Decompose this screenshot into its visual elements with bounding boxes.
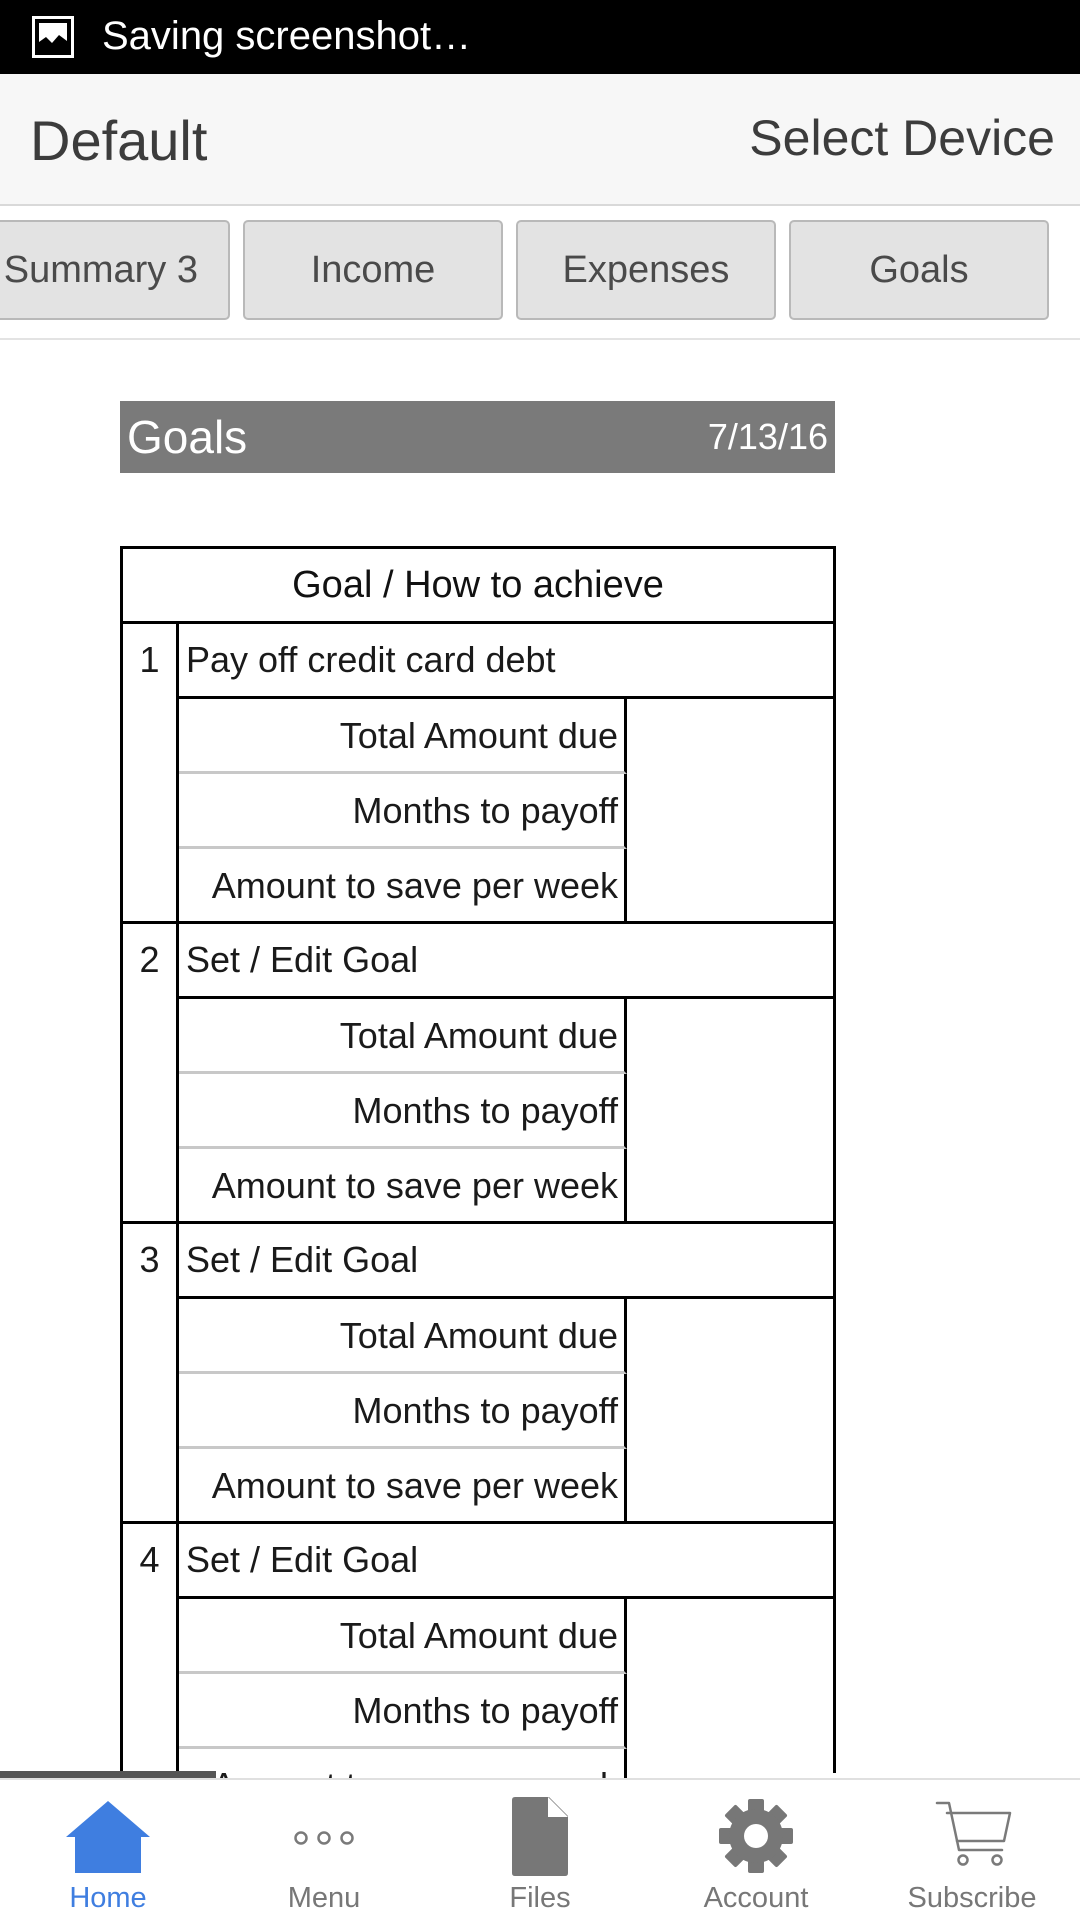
tab-strip[interactable]: [0, 206, 1080, 340]
nav-home[interactable]: [0, 1780, 216, 1920]
nav-files[interactable]: [432, 1780, 648, 1920]
status-text: Saving screenshot…: [102, 14, 472, 58]
total-amount-due-label: Total Amount due: [179, 999, 627, 1074]
amount-to-save-label: Amount to save per week: [179, 1449, 627, 1524]
home-icon: [58, 1790, 158, 1880]
nav-subscribe[interactable]: [864, 1780, 1080, 1920]
goal-name[interactable]: Set / Edit Goal: [179, 1524, 833, 1599]
app-header: [0, 74, 1080, 206]
bottom-nav: [0, 1778, 1080, 1920]
nav-label: Account: [703, 1882, 809, 1914]
goal-values-cell[interactable]: [630, 1299, 833, 1521]
amount-to-save-label: Amount to save per week: [179, 849, 627, 924]
status-bar: [0, 0, 1080, 74]
nav-account[interactable]: [648, 1780, 864, 1920]
scroll-indicator: [0, 1771, 216, 1778]
goal-group-3: [123, 1224, 833, 1524]
tab-goals[interactable]: Goals: [789, 220, 1049, 320]
goal-number: 3: [139, 1239, 160, 1280]
goal-name[interactable]: Set / Edit Goal: [179, 1224, 833, 1299]
nav-label: Home: [69, 1882, 147, 1914]
tab-summary-3[interactable]: Summary 3: [0, 220, 230, 320]
goal-number-cell: [123, 924, 179, 1221]
nav-label: Files: [509, 1882, 571, 1914]
total-amount-due-label: Total Amount due: [179, 1299, 627, 1374]
table-header: Goal / How to achieve: [123, 549, 833, 624]
nav-label: Subscribe: [907, 1882, 1037, 1914]
months-to-payoff-label: Months to payoff: [179, 774, 627, 849]
months-to-payoff-label: Months to payoff: [179, 1074, 627, 1149]
nav-menu[interactable]: [216, 1780, 432, 1920]
goal-values-cell[interactable]: [630, 699, 833, 921]
goals-header-bar: [120, 401, 835, 473]
nav-label: Menu: [287, 1882, 361, 1914]
goal-values-cell[interactable]: [630, 999, 833, 1221]
gear-icon: [706, 1790, 806, 1880]
tab-income[interactable]: Income: [243, 220, 503, 320]
months-to-payoff-label: Months to payoff: [179, 1674, 627, 1749]
total-amount-due-label: Total Amount due: [179, 699, 627, 774]
page-title: Default: [30, 109, 208, 172]
months-to-payoff-label: Months to payoff: [179, 1374, 627, 1449]
goals-table: [120, 546, 836, 1773]
goal-name[interactable]: Set / Edit Goal: [179, 924, 833, 999]
goal-number: 1: [139, 639, 160, 680]
goals-title: Goals: [127, 411, 248, 463]
more-dots-icon: [274, 1790, 374, 1880]
goal-number-cell: [123, 624, 179, 921]
goal-group-2: [123, 924, 833, 1224]
amount-to-save-label: Amount to save per week: [179, 1149, 627, 1224]
goal-name[interactable]: Pay off credit card debt: [179, 624, 833, 699]
cart-icon: [922, 1790, 1022, 1880]
goal-group-1: [123, 624, 833, 924]
file-icon: [490, 1790, 590, 1880]
image-icon: [32, 16, 74, 58]
select-device-button[interactable]: Select Device: [749, 110, 1055, 166]
goals-date: 7/13/16: [707, 416, 828, 457]
goal-number: 4: [139, 1539, 160, 1580]
goal-number-cell: [123, 1224, 179, 1521]
tab-expenses[interactable]: Expenses: [516, 220, 776, 320]
total-amount-due-label: Total Amount due: [179, 1599, 627, 1674]
goal-number: 2: [139, 939, 160, 980]
